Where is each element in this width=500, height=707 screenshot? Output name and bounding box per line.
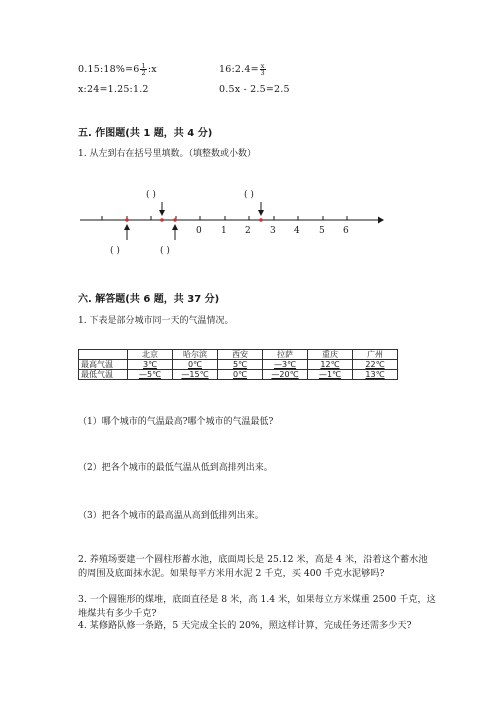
- sub-question-1: （1）哪个城市的气温最高?哪个城市的气温最低?: [78, 417, 274, 427]
- temperature-table: [78, 349, 398, 380]
- tick-label-6: 6: [343, 226, 349, 236]
- table-header-cell: [79, 350, 128, 360]
- table-header-cell: 拉萨: [263, 350, 308, 360]
- table-cell: 5℃: [218, 360, 263, 370]
- equation-1-right: :x: [147, 64, 157, 75]
- section-5-heading: 五. 作图题(共 1 题，共 4 分): [78, 128, 213, 139]
- number-line-marker: [173, 218, 177, 222]
- fraction-denominator: 2: [141, 69, 146, 77]
- sub-question-3: （3）把各个城市的最高温从高到低排列出来。: [78, 511, 264, 521]
- equation-3: x:24=1.25:1.2: [78, 84, 149, 95]
- tick-label-1: 1: [221, 226, 227, 236]
- table-cell: 12℃: [308, 360, 353, 370]
- table-header-cell: 西安: [218, 350, 263, 360]
- number-line-marker: [259, 218, 263, 222]
- table-header-cell: 广州: [353, 350, 398, 360]
- number-line-marker: [160, 218, 164, 222]
- answer-bracket-bottom-right: ( ): [160, 246, 170, 256]
- table-cell: 0℃: [173, 360, 218, 370]
- arrow-up-icon: [124, 224, 130, 240]
- table-cell: 22℃: [353, 360, 398, 370]
- number-line-marker: [125, 218, 129, 222]
- arrow-down-icon: [159, 202, 165, 216]
- table-cell: —3℃: [263, 360, 308, 370]
- fraction-numerator: 1: [141, 62, 146, 70]
- answer-bracket-top-left: ( ): [146, 190, 156, 200]
- section-6-heading: 六. 解答题(共 6 题，共 37 分): [78, 294, 220, 305]
- table-header-cell: 北京: [128, 350, 173, 360]
- table-header-row: [79, 350, 398, 360]
- fraction-denominator: 3: [260, 69, 265, 77]
- tick-label-2: 2: [245, 226, 251, 236]
- question-4: 4. 某修路队修一条路，5 天完成全长的 20%，照这样计算，完成任务还需多少天?: [78, 620, 412, 631]
- tick-label-3: 3: [270, 226, 276, 236]
- table-row-label: 最低气温: [79, 370, 128, 380]
- section-5-question-1: 1. 从左到右在括号里填数。（填整数或小数）: [78, 149, 256, 159]
- table-cell: —15℃: [173, 370, 218, 380]
- tick-label-0: 0: [196, 226, 202, 236]
- fraction-numerator: x: [260, 62, 265, 70]
- answer-bracket-top-right: ( ): [244, 190, 254, 200]
- table-cell: 3℃: [128, 360, 173, 370]
- arrow-down-icon: [258, 202, 264, 216]
- number-line-ticks: [102, 216, 347, 220]
- equation-4: 0.5x - 2.5=2.5: [219, 84, 290, 95]
- tick-label-4: 4: [294, 226, 300, 236]
- table-header-cell: 哈尔滨: [173, 350, 218, 360]
- table-row: [79, 370, 398, 380]
- sub-question-2: （2）把各个城市的最低气温从低到高排列出来。: [78, 463, 273, 473]
- table-row: [79, 360, 398, 370]
- table-cell: 13℃: [353, 370, 398, 380]
- table-cell: —20℃: [263, 370, 308, 380]
- table-cell: —5℃: [128, 370, 173, 380]
- arrow-up-icon: [172, 224, 178, 240]
- table-cell: 0℃: [218, 370, 263, 380]
- answer-bracket-bottom-left: ( ): [110, 246, 120, 256]
- tick-label-5: 5: [319, 226, 325, 236]
- number-line-arrowhead: [378, 217, 384, 224]
- equation-1-left: 0.15:18%=6: [78, 64, 140, 75]
- table-cell: —1℃: [308, 370, 353, 380]
- equation-2-left: 16:2.4=: [219, 64, 259, 75]
- table-row-label: 最高气温: [79, 360, 128, 370]
- question-3: 3. 一个圆锥形的煤堆，底面直径是 8 米，高 1.4 米，如果每立方米煤重 2500 千克，这堆煤共有多少千克?: [78, 594, 436, 619]
- table-header-cell: 重庆: [308, 350, 353, 360]
- section-6-question-1: 1. 下表是部分城市同一天的气温情况。: [78, 316, 234, 326]
- question-2: 2. 养殖场要建一个圆柱形蓄水池，底面周长是 25.12 米，高是 4 米，沿着这个蓄水池的周围及底面抹水泥。如果每平方米用水泥 2 千克，买 400 千克水泥够吗?: [78, 554, 428, 579]
